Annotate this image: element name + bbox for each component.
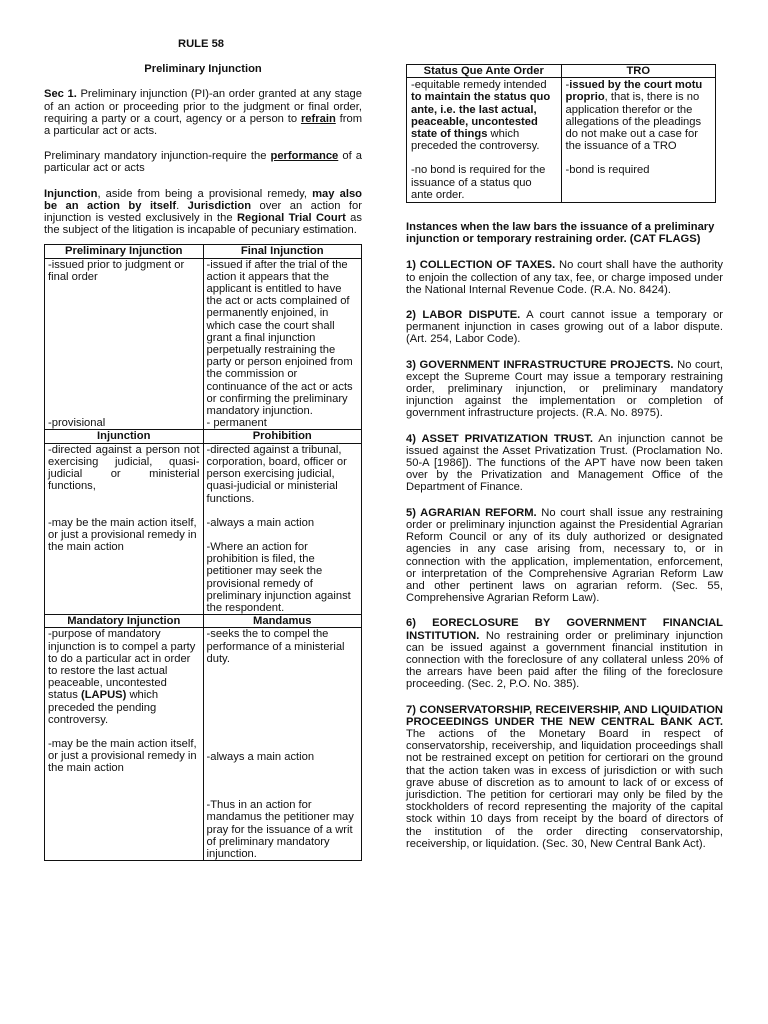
right-column: [406, 64, 723, 863]
table-cell: -purpose of mandatory injunction is to compel a party to do a particular act in order to restore the last actual peaceable, uncontested status (LAPUS) which preceded the pending controversy. -may be the main action itself, or just a provisional remedy in the main action: [45, 628, 204, 861]
table-cell: -seeks the to compel the performance of a ministerial duty. -always a main action -Thus in an action for mandamus the petitioner may pray for the issuance of a writ of preliminary mandatory injunction.: [203, 628, 362, 861]
table-header: Status Que Ante Order: [407, 65, 562, 78]
list-item: 7) CONSERVATORSHIP, RECEIVERSHIP, AND LIQUIDATION PROCEEDINGS UNDER THE NEW CENTRAL BANK ACT. The actions of the Monetary Board in respect of conservatorship, receivership, and liquidation proceedings shall not be restrained except on petition for certiorari on the ground that the action taken was in excess of jurisdiction or with such grave abuse of discretion as to amount to lack of or excess of jurisdiction. The petition for certiorari may only be filed by the stockholders of record representing the majority of the capital stock within 10 days from receipt by the board of directors of the institution of the order directing conservatorship, receivership, or liquidation. (Sec. 30, New Central Bank Act).: [406, 703, 723, 850]
instances-list: [406, 259, 723, 850]
table-header: Final Injunction: [203, 245, 362, 258]
table-cell: -directed against a tribunal, corporation, board, officer or person exercising judicial, quasi-judicial or ministerial functions. -always a main action -Where an action for prohibition is filed, the petitioner may seek the provisional remedy of preliminary injunction against the respondent.: [203, 443, 362, 614]
injunction-paragraph: Injunction, aside from being a provisional remedy, may also be an action by itself. Jurisdiction over an action for injunction is vested exclusively in the Regional Trial Court as the subject of the litigation is incapable of pecuniary estimation.: [44, 187, 362, 237]
table-cell: -issued prior to judgment or final order -provisional: [45, 258, 204, 430]
table-header: Mandamus: [203, 615, 362, 628]
status-quo-tro-table: [406, 64, 716, 203]
section-1-paragraph: Sec 1. Preliminary injunction (PI)-an order granted at any stage of an action or proceeding prior to the judgment or final order, requiring a party or a court, agency or a person to refrain from a particular act or acts.: [44, 88, 363, 138]
table-cell: -issued by the court motu proprio, that is, there is no application therefor or the allegations of the pleadings do not make out a case for the issuance of a TRO -bond is required: [561, 78, 716, 203]
list-item: 1) COLLECTION OF TAXES. No court shall have the authority to enjoin the collection of any tax, fee, or charge imposed under the National Internal Revenue Code. (R.A. No. 8424).: [406, 259, 723, 296]
table-header: Mandatory Injunction: [45, 615, 204, 628]
table-cell: -directed against a person not exercising judicial, quasi-judicial or ministerial functions, -may be the main action itself, or just a provisional remedy in the main action: [45, 443, 204, 614]
list-item: 5) AGRARIAN REFORM. No court shall issue any restraining order or preliminary injunction against the Presidential Agrarian Reform Council or any of its duly authorized or designated agencies in any case arising from, necessary to, or in connection with the application, implementation, enforcement, or interpretation of the Comprehensive Agrarian Reform Law and other pertinent laws on agrarian reform. (Sec. 55, Comprehensive Agrarian Reform Law).: [406, 506, 723, 605]
table-cell: -issued if after the trial of the action it appears that the applicant is entitled to have the act or acts complained of permanently enjoined, in which case the court shall grant a final injunction perpetually restraining the party or person enjoined from the commission or continuance of the act or acts or confirming the preliminary mandatory injunction. - permanent: [203, 258, 362, 430]
page-title: Preliminary Injunction: [144, 63, 262, 76]
comparison-table: [44, 244, 362, 861]
mandatory-injunction-paragraph: Preliminary mandatory injunction-require the performance of a particular act or acts: [44, 150, 362, 175]
table-cell: -equitable remedy intended to maintain the status quo ante, i.e. the last actual, peaceable, uncontested state of things which preceded the controversy. -no bond is required for the issuance of a status quo ante order.: [407, 78, 562, 203]
rule-number: RULE 58: [178, 38, 225, 50]
instances-heading: Instances when the law bars the issuance of a preliminary injunction or temporary restraining order. (CAT FLAGS): [406, 221, 715, 246]
list-item: 4) ASSET PRIVATIZATION TRUST. An injunction cannot be issued against the Asset Privatization Trust. (Proclamation No. 50-A [1986]). The functions of the APT have now been taken over by the Privatization and Management Office of the Department of Finance.: [406, 432, 723, 494]
table-header: Preliminary Injunction: [45, 245, 204, 258]
table-header: Prohibition: [203, 430, 362, 443]
list-item: 3) GOVERNMENT INFRASTRUCTURE PROJECTS. No court, except the Supreme Court may issue a temporary restraining order, preliminary injunction, or preliminary mandatory injunction against the implementation or completion of government infrastructure projects. (R.A. No. 8975).: [406, 358, 724, 420]
list-item: 2) LABOR DISPUTE. A court cannot issue a temporary or permanent injunction in cases growing out of a labor dispute. (Art. 254, Labor Code).: [406, 309, 723, 346]
list-item: 6) EORECLOSURE BY GOVERNMENT FINANCIAL INSTITUTION. No restraining order or preliminary injunction can be issued against a government financial institution in connection with the foreclosure of any collateral unless 20% of the arrears have been paid after the filing of the foreclosure proceeding. (Sec. 2, P.O. No. 385).: [406, 617, 723, 691]
left-column: [44, 34, 362, 861]
table-header: TRO: [561, 65, 716, 78]
table-header: Injunction: [45, 430, 204, 443]
